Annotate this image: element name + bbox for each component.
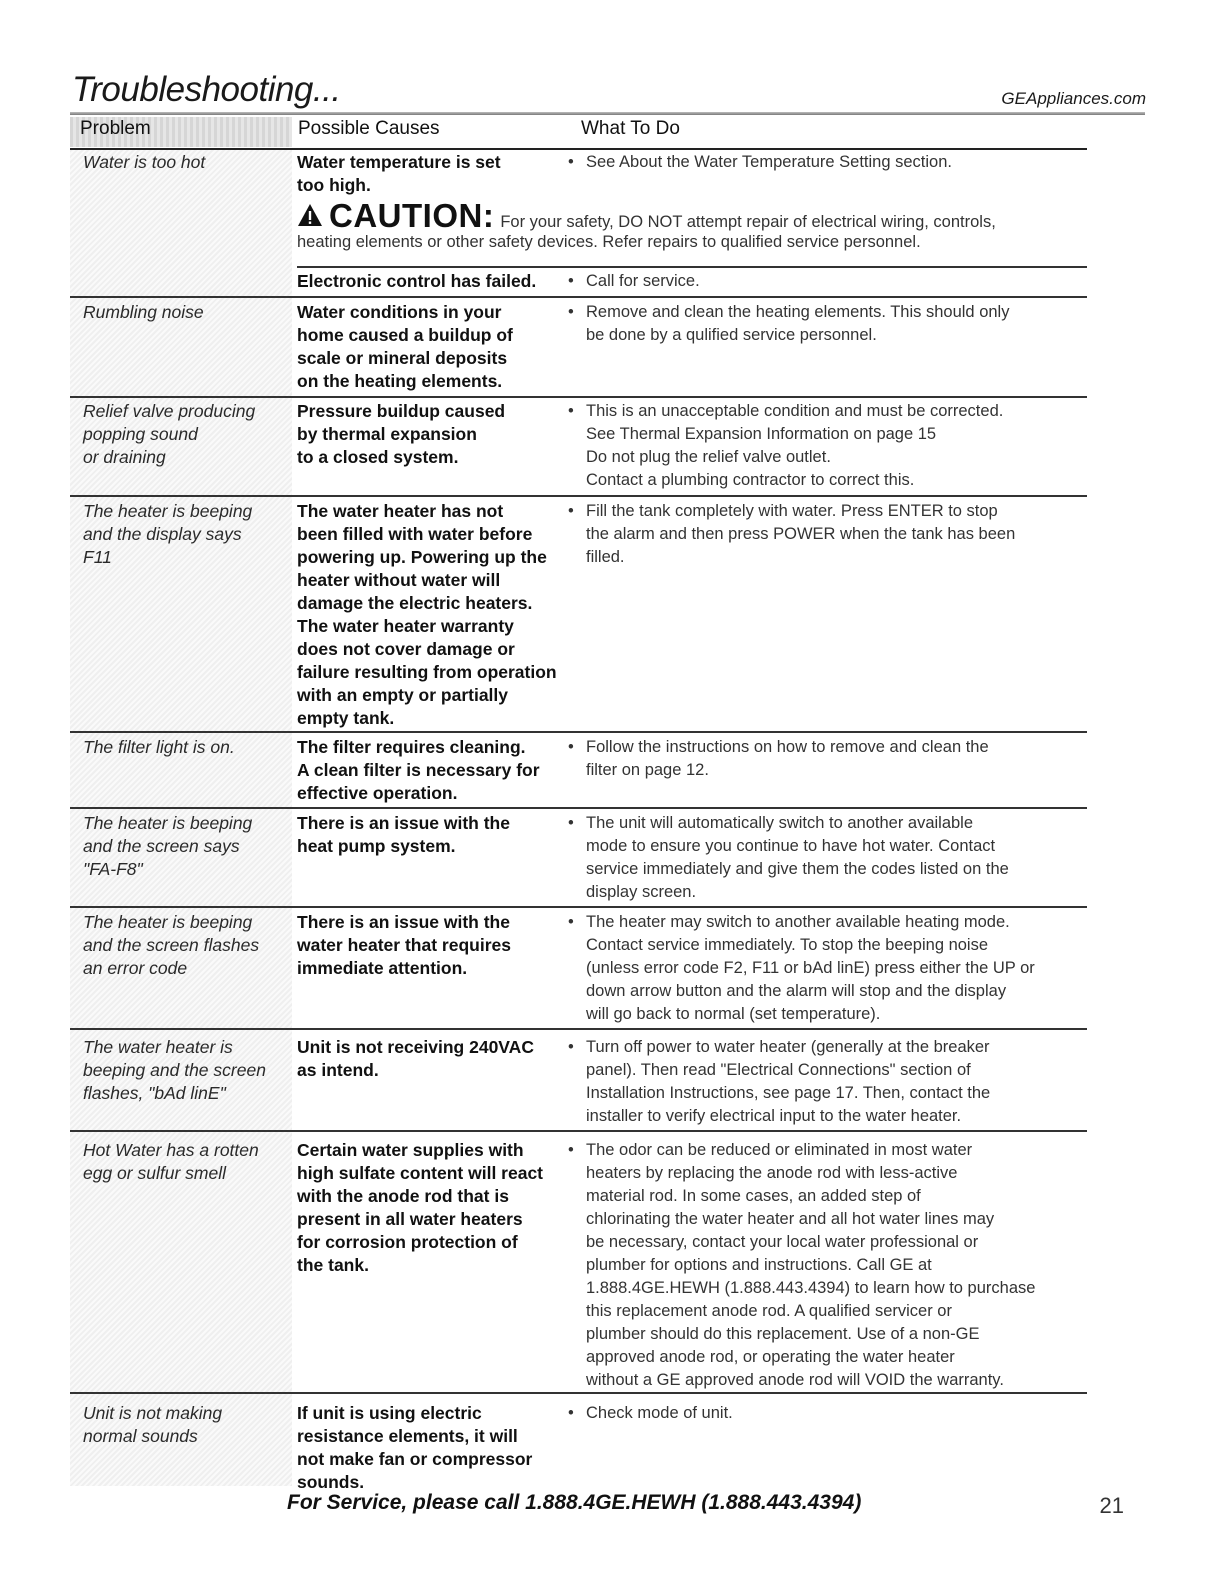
- problem-line: Unit is not making: [83, 1403, 223, 1423]
- row-divider: [70, 1392, 1087, 1394]
- problem-line: popping sound: [83, 424, 198, 444]
- problem-line: Hot Water has a rotten: [83, 1140, 259, 1160]
- todo-line: Contact a plumbing contractor to correct this.: [586, 471, 915, 489]
- cause-line: the tank.: [297, 1255, 369, 1275]
- todo-line: Check mode of unit.: [586, 1404, 733, 1422]
- todo-line: Installation Instructions, see page 17. Then, contact the: [586, 1084, 991, 1102]
- todo-line: Turn off power to water heater (generally at the breaker: [586, 1038, 990, 1056]
- cause-line: home caused a buildup of: [297, 325, 513, 345]
- caution-text-continued: heating elements or other safety devices. Refer repairs to qualified service personnel.: [297, 233, 921, 251]
- cause-line: sounds.: [297, 1472, 365, 1492]
- todo-cell: [568, 500, 1101, 569]
- row-divider: [70, 495, 1087, 497]
- bullet-icon: •: [568, 1038, 574, 1056]
- todo-line: Call for service.: [586, 272, 700, 290]
- cause-line: Unit is not receiving 240VAC: [297, 1037, 534, 1057]
- row-divider: [70, 396, 1087, 398]
- cause-line: There is an issue with the: [297, 813, 510, 833]
- cause-cell: [297, 911, 582, 980]
- row-divider: [70, 906, 1087, 908]
- problem-cell: [83, 151, 288, 174]
- cause-cell: [297, 500, 582, 730]
- bullet-icon: •: [568, 814, 574, 832]
- cause-line: Electronic control has failed.: [297, 271, 537, 291]
- bullet-icon: •: [568, 303, 574, 321]
- bullet-icon: •: [568, 402, 574, 420]
- cause-line: Certain water supplies with: [297, 1140, 524, 1160]
- row-divider: [70, 1028, 1087, 1030]
- problem-line: The heater is beeping: [83, 912, 253, 932]
- cause-cell: [297, 1139, 582, 1277]
- cause-line: as intend.: [297, 1060, 379, 1080]
- todo-line: This is an unacceptable condition and must be corrected.: [586, 402, 1004, 420]
- cause-cell: [297, 270, 582, 293]
- cause-cell: [297, 1036, 582, 1082]
- todo-line: Fill the tank completely with water. Press ENTER to stop: [586, 502, 998, 520]
- row-divider: [70, 1130, 1087, 1132]
- todo-cell: [568, 911, 1101, 1026]
- cause-line: to a closed system.: [297, 447, 459, 467]
- bullet-icon: •: [568, 153, 574, 171]
- todo-line: (unless error code F2, F11 or bAd linE) press either the UP or: [586, 959, 1035, 977]
- problem-cell: [83, 400, 288, 469]
- todo-line: be done by a qulified service personnel.: [586, 326, 877, 344]
- cause-line: effective operation.: [297, 783, 458, 803]
- cause-line: A clean filter is necessary for: [297, 760, 540, 780]
- site-url[interactable]: GEAppliances.com: [1001, 89, 1146, 108]
- todo-line: down arrow button and the alarm will stop and the display: [586, 982, 1007, 1000]
- column-header-causes: Possible Causes: [298, 118, 440, 139]
- todo-line: without a GE approved anode rod will VOID the warranty.: [586, 1371, 1004, 1389]
- column-header-todo: What To Do: [581, 118, 680, 139]
- header-rule: [70, 148, 1087, 150]
- todo-line: heaters by replacing the anode rod with less-active: [586, 1164, 958, 1182]
- problem-line: Rumbling noise: [83, 302, 204, 322]
- cause-line: damage the electric heaters.: [297, 593, 533, 613]
- problem-cell: [83, 911, 288, 980]
- todo-cell: [568, 1139, 1101, 1392]
- problem-line: egg or sulfur smell: [83, 1163, 226, 1183]
- problem-line: The heater is beeping: [83, 501, 253, 521]
- problem-line: flashes, "bAd linE": [83, 1083, 226, 1103]
- problem-line: The heater is beeping: [83, 813, 253, 833]
- todo-line: service immediately and give them the codes listed on the: [586, 860, 1009, 878]
- cause-line: with an empty or partially: [297, 685, 509, 705]
- problem-cell: [83, 1036, 288, 1105]
- todo-cell: [568, 812, 1101, 904]
- todo-line: The odor can be reduced or eliminated in most water: [586, 1141, 973, 1159]
- cause-line: does not cover damage or: [297, 639, 515, 659]
- problem-line: F11: [83, 547, 112, 567]
- cause-line: The filter requires cleaning.: [297, 737, 526, 757]
- problem-cell: [83, 301, 288, 324]
- problem-line: and the screen says: [83, 836, 240, 856]
- todo-line: See Thermal Expansion Information on page 15: [586, 425, 937, 443]
- todo-cell: [568, 1036, 1101, 1128]
- cause-line: high sulfate content will react: [297, 1163, 544, 1183]
- todo-cell: [568, 270, 1101, 293]
- todo-line: 1.888.4GE.HEWH (1.888.443.4394) to learn how to purchase: [586, 1279, 1036, 1297]
- cause-line: Water temperature is set: [297, 152, 501, 172]
- todo-line: panel). Then read "Electrical Connections" section of: [586, 1061, 971, 1079]
- todo-cell: [568, 151, 1101, 174]
- bullet-icon: •: [568, 1141, 574, 1159]
- problem-line: "FA-F8": [83, 859, 143, 879]
- todo-line: filled.: [586, 548, 625, 566]
- todo-line: Remove and clean the heating elements. This should only: [586, 303, 1010, 321]
- warning-triangle-icon: [297, 203, 323, 227]
- todo-line: Follow the instructions on how to remove and clean the: [586, 738, 989, 756]
- todo-line: this replacement anode rod. A qualified servicer or: [586, 1302, 952, 1320]
- problem-line: or draining: [83, 447, 166, 467]
- todo-line: material rod. In some cases, an added step of: [586, 1187, 921, 1205]
- cause-line: not make fan or compressor: [297, 1449, 533, 1469]
- todo-cell: [568, 400, 1101, 492]
- problem-line: The water heater is: [83, 1037, 233, 1057]
- cause-line: resistance elements, it will: [297, 1426, 518, 1446]
- row-divider: [70, 807, 1087, 809]
- cause-cell: [297, 1402, 582, 1494]
- cause-line: with the anode rod that is: [297, 1186, 509, 1206]
- cause-line: for corrosion protection of: [297, 1232, 518, 1252]
- problem-line: The filter light is on.: [83, 737, 235, 757]
- todo-line: plumber for options and instructions. Call GE at: [586, 1256, 932, 1274]
- cause-line: present in all water heaters: [297, 1209, 523, 1229]
- column-header-problem: Problem: [80, 118, 151, 139]
- cause-line: been filled with water before: [297, 524, 533, 544]
- todo-line: Do not plug the relief valve outlet.: [586, 448, 831, 466]
- caution-block: [297, 197, 1087, 252]
- todo-line: The unit will automatically switch to another available: [586, 814, 974, 832]
- cause-cell: [297, 736, 582, 805]
- todo-line: See About the Water Temperature Setting section.: [586, 153, 952, 171]
- todo-line: display screen.: [586, 883, 697, 901]
- todo-cell: [568, 1402, 1101, 1425]
- todo-line: Contact service immediately. To stop the beeping noise: [586, 936, 989, 954]
- row-divider: [70, 296, 1087, 298]
- problem-line: beeping and the screen: [83, 1060, 266, 1080]
- cause-line: immediate attention.: [297, 958, 468, 978]
- problem-line: and the display says: [83, 524, 242, 544]
- cause-cell: [297, 151, 582, 197]
- cause-line: Pressure buildup caused: [297, 401, 506, 421]
- row-divider: [297, 266, 1087, 268]
- cause-line: powering up. Powering up the: [297, 547, 547, 567]
- cause-line: Water conditions in your: [297, 302, 502, 322]
- cause-line: on the heating elements.: [297, 371, 503, 391]
- cause-line: by thermal expansion: [297, 424, 477, 444]
- todo-cell: [568, 301, 1101, 347]
- todo-cell: [568, 736, 1101, 782]
- bullet-icon: •: [568, 272, 574, 290]
- cause-cell: [297, 400, 582, 469]
- todo-line: will go back to normal (set temperature).: [586, 1005, 881, 1023]
- todo-line: mode to ensure you continue to have hot water. Contact: [586, 837, 996, 855]
- problem-line: an error code: [83, 958, 188, 978]
- todo-line: filter on page 12.: [586, 761, 709, 779]
- caution-label: CAUTION:: [329, 197, 495, 234]
- cause-line: heat pump system.: [297, 836, 456, 856]
- row-divider: [70, 731, 1087, 733]
- bullet-icon: •: [568, 502, 574, 520]
- problem-cell: [83, 736, 288, 759]
- cause-line: The water heater warranty: [297, 616, 514, 636]
- cause-cell: [297, 301, 582, 393]
- bullet-icon: •: [568, 738, 574, 756]
- problem-line: Relief valve producing: [83, 401, 256, 421]
- todo-line: the alarm and then press POWER when the tank has been: [586, 525, 1016, 543]
- todo-line: approved anode rod, or operating the water heater: [586, 1348, 955, 1366]
- cause-line: too high.: [297, 175, 371, 195]
- page-title: Troubleshooting...: [72, 70, 341, 109]
- problem-line: Water is too hot: [83, 152, 206, 172]
- title-rule: [70, 112, 1145, 115]
- todo-line: The heater may switch to another available heating mode.: [586, 913, 1010, 931]
- problem-line: normal sounds: [83, 1426, 198, 1446]
- problem-cell: [83, 500, 288, 569]
- todo-line: chlorinating the water heater and all hot water lines may: [586, 1210, 995, 1228]
- service-footer: For Service, please call 1.888.4GE.HEWH (1.888.443.4394): [287, 1491, 862, 1514]
- cause-line: empty tank.: [297, 708, 395, 728]
- cause-line: The water heater has not: [297, 501, 504, 521]
- todo-line: be necessary, contact your local water professional or: [586, 1233, 979, 1251]
- caution-text: For your safety, DO NOT attempt repair of electrical wiring, controls,: [500, 213, 996, 231]
- problem-line: and the screen flashes: [83, 935, 260, 955]
- problem-cell: [83, 1402, 288, 1448]
- cause-line: If unit is using electric: [297, 1403, 482, 1423]
- problem-cell: [83, 1139, 288, 1185]
- bullet-icon: •: [568, 913, 574, 931]
- todo-line: plumber should do this replacement. Use of a non-GE: [586, 1325, 980, 1343]
- problem-cell: [83, 812, 288, 881]
- cause-line: failure resulting from operation: [297, 662, 557, 682]
- cause-line: water heater that requires: [297, 935, 511, 955]
- bullet-icon: •: [568, 1404, 574, 1422]
- cause-cell: [297, 812, 582, 858]
- cause-line: heater without water will: [297, 570, 501, 590]
- page-number: 21: [1099, 1493, 1124, 1518]
- cause-line: There is an issue with the: [297, 912, 510, 932]
- todo-line: installer to verify electrical input to the water heater.: [586, 1107, 962, 1125]
- cause-line: scale or mineral deposits: [297, 348, 508, 368]
